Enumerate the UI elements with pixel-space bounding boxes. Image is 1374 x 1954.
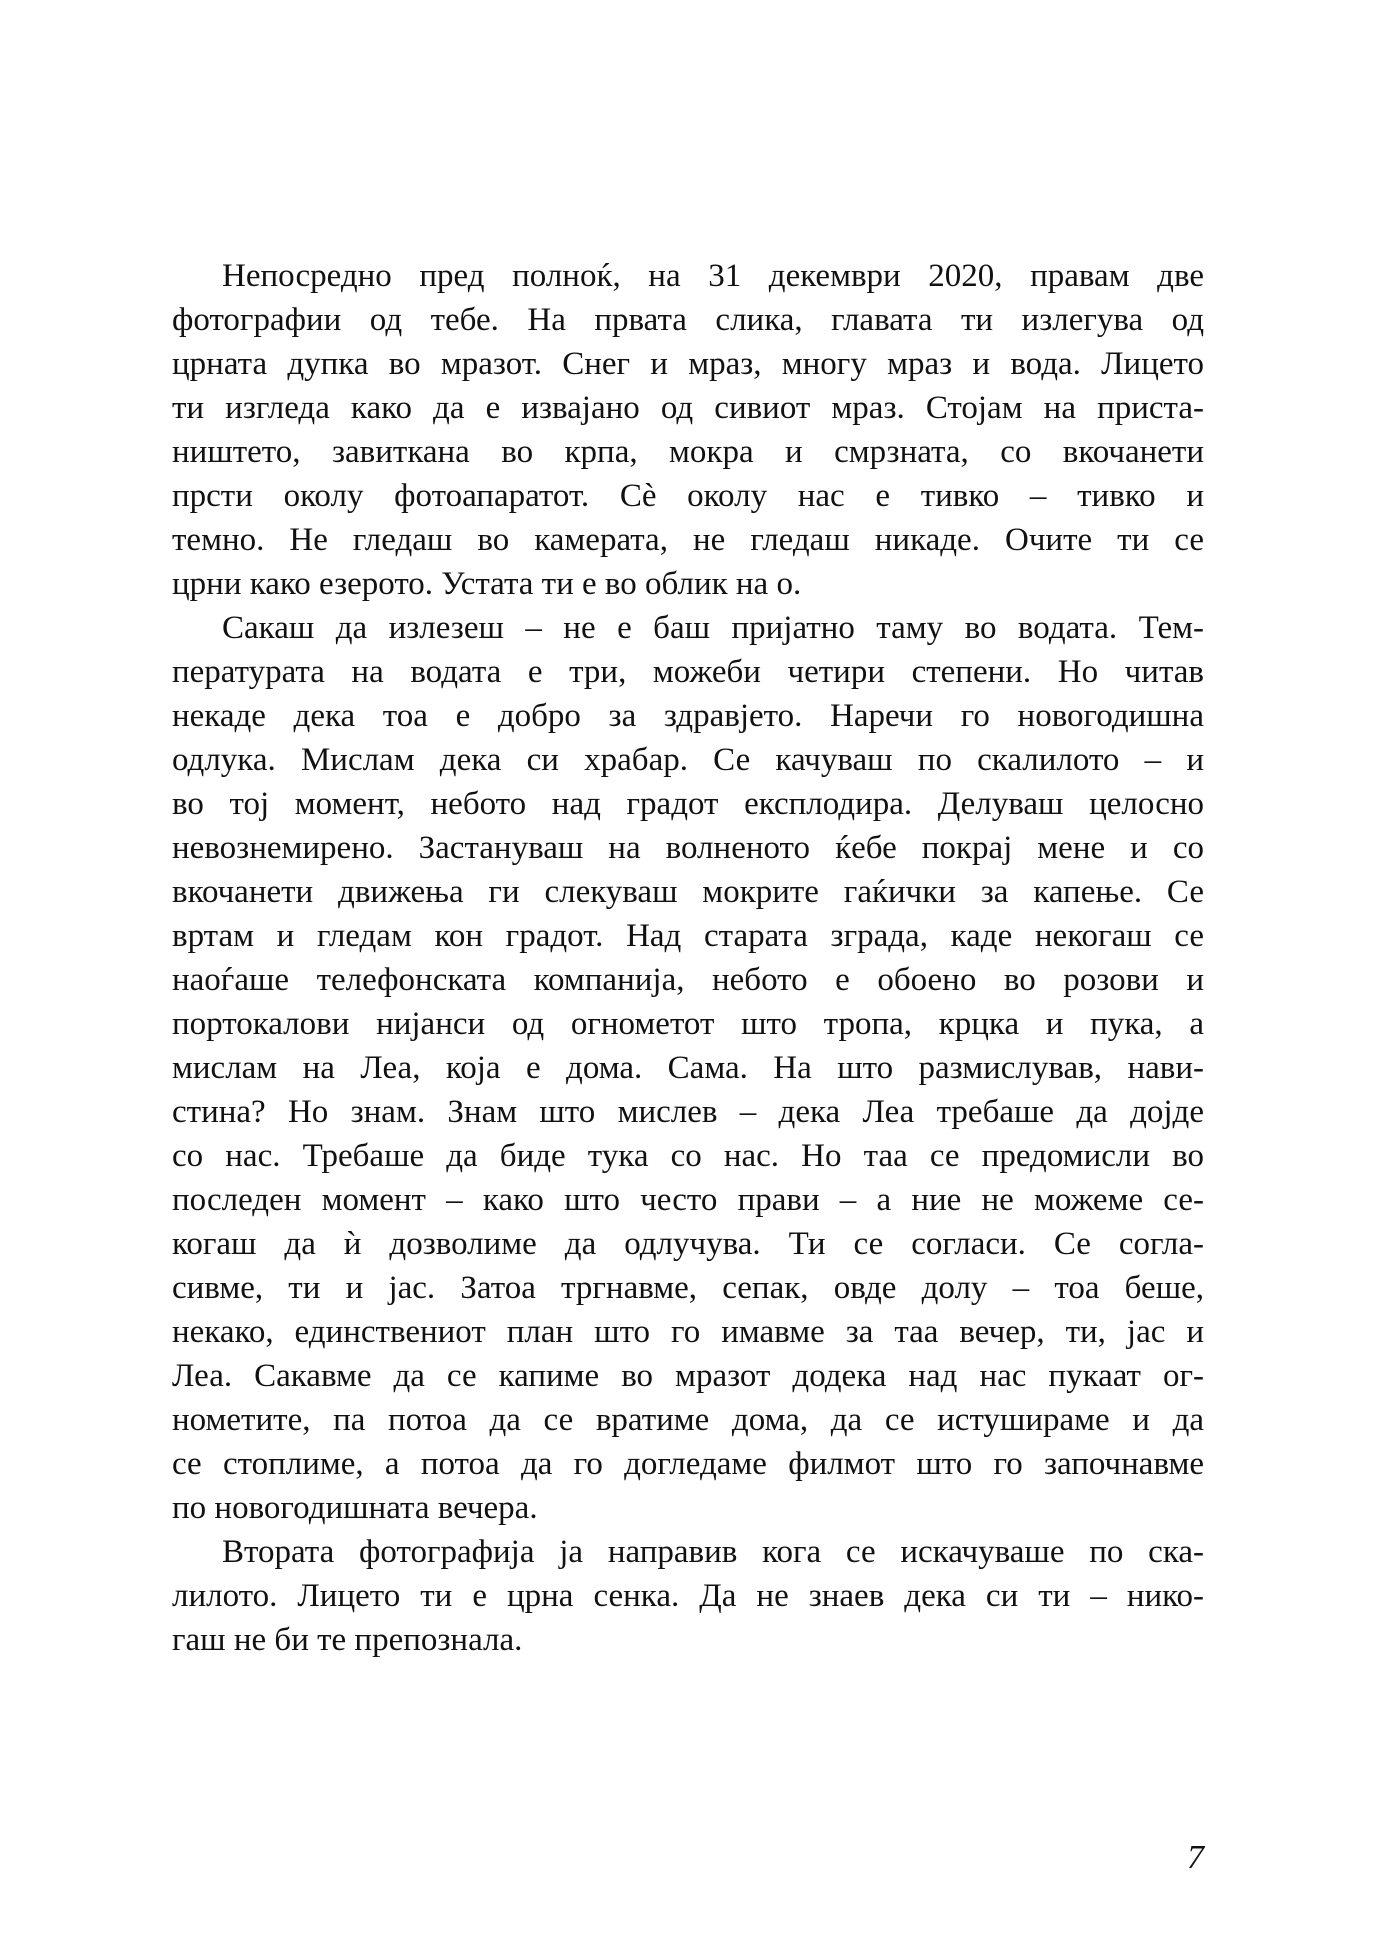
text-line: Леа. Сакавме да се капиме во мразот додека над нас пукаат ог- — [172, 1358, 1204, 1394]
text-line: одлука. Мислам дека си храбар. Се качуваш по скалилото – и — [172, 742, 1204, 778]
text-block — [172, 254, 1204, 1662]
text-line: црни како езерото. Устата ти е во облик на о. — [172, 566, 802, 602]
text-line: сивме, ти и јас. Затоа тргнавме, сепак, овде долу – тоа беше, — [172, 1270, 1204, 1306]
text-line: Втората фотографија ја направив кога се искачуваше по ска- — [222, 1534, 1204, 1570]
text-line: наоѓаше телефонската компанија, небото е обоено во розови и — [172, 962, 1204, 998]
paragraph — [172, 606, 1204, 1530]
text-line: ништето, завиткана во крпа, мокра и смрзната, со вкочанети — [172, 434, 1204, 470]
text-line: когаш да ѝ дозволиме да одлучува. Ти се согласи. Се согла- — [172, 1226, 1204, 1262]
text-line: ти изгледа како да е извајано од сивиот мраз. Стојам на приста- — [172, 390, 1204, 426]
text-line: се стоплиме, а потоа да го догледаме филмот што го започнавме — [172, 1446, 1204, 1482]
text-line: пературата на водата е три, можеби четири степени. Но читав — [172, 654, 1204, 690]
text-line: вкочанети движења ги слекуваш мокрите гаќички за капење. Се — [172, 874, 1204, 910]
text-line: последен момент – како што често прави – а ние не можеме се- — [172, 1182, 1204, 1218]
text-line: по новогодишната вечера. — [172, 1490, 538, 1526]
text-line: прсти околу фотоапаратот. Сè околу нас е тивко – тивко и — [172, 478, 1204, 514]
text-line: црната дупка во мразот. Снег и мраз, многу мраз и вода. Лицето — [172, 346, 1204, 382]
text-line: Непосредно пред полноќ, на 31 декември 2020, правам две — [222, 258, 1204, 294]
text-line: невознемирено. Застануваш на волненото ќебе покрај мене и со — [172, 830, 1204, 866]
text-line: со нас. Требаше да биде тука со нас. Но таа се предомисли во — [172, 1138, 1204, 1174]
text-line: некаде дека тоа е добро за здравјето. Наречи го новогодишна — [172, 698, 1204, 734]
text-line: стина? Но знам. Знам што мислев – дека Леа требаше да дојде — [172, 1094, 1204, 1130]
text-line: темно. Не гледаш во камерата, не гледаш никаде. Очите ти се — [172, 522, 1204, 558]
text-line: некако, единствениот план што го имавме за таа вечер, ти, јас и — [172, 1314, 1204, 1350]
paragraph — [172, 1530, 1204, 1662]
text-line: нометите, па потоа да се вратиме дома, да се истушираме и да — [172, 1402, 1204, 1438]
text-line: мислам на Леа, која е дома. Сама. На што размислував, нави- — [172, 1050, 1204, 1086]
text-line: во тој момент, небото над градот експлодира. Делуваш целосно — [172, 786, 1204, 822]
text-line: лилото. Лицето ти е црна сенка. Да не знаев дека си ти – нико- — [172, 1578, 1204, 1614]
text-line: портокалови нијанси од огнометот што тропа, крцка и пука, а — [172, 1006, 1204, 1042]
text-line: фотографии од тебе. На првата слика, главата ти излегува од — [172, 302, 1204, 338]
text-line: гаш не би те препознала. — [172, 1622, 523, 1658]
page-number: 7 — [1187, 1839, 1204, 1876]
text-line: вртам и гледам кон градот. Над старата зграда, каде некогаш се — [172, 918, 1204, 954]
paragraph — [172, 254, 1204, 606]
text-line: Сакаш да излезеш – не е баш пријатно таму во водата. Тем- — [222, 610, 1204, 646]
